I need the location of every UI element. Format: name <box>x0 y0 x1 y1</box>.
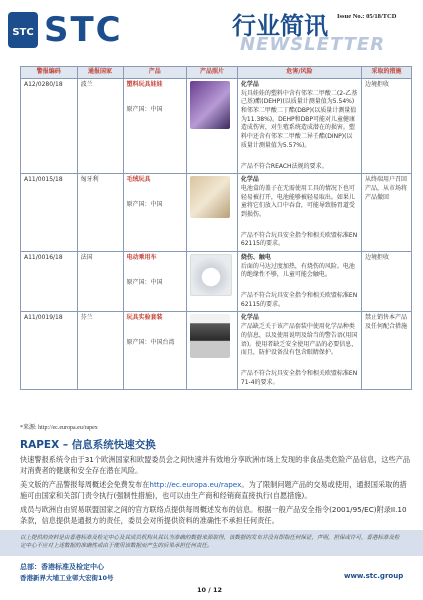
notifying-country: 匈牙利 <box>77 174 123 252</box>
alert-code: A11/0019/18 <box>21 312 78 390</box>
measure-taken: 边境拒收 <box>362 252 412 312</box>
footer-org-name: 总部：香港标准及检定中心 <box>20 563 104 571</box>
notifying-country: 芬兰 <box>77 312 123 390</box>
product-photo-experiment-kit <box>190 314 230 358</box>
footer-address: 香港新界大埔工业邨大宏街10号 <box>20 574 114 582</box>
rapex-p2-text-a: 美文版的产品警报每周概述会免费发布在 <box>20 480 150 489</box>
product-origin: 原产国：中国 <box>126 200 163 208</box>
col-header-product: 产品 <box>123 67 186 79</box>
logo-mark-text: STC <box>12 27 34 38</box>
measure-taken: 边境拒收 <box>362 79 412 174</box>
notifying-country: 法国 <box>77 252 123 312</box>
product-origin: 原产国：中国台湾 <box>126 339 175 347</box>
disclaimer-band: 以上提供的资料是由香港标准及检定中心及其成员机构从其认为准确的数据来源取得，该数据的发布并没有即指任何保证，声明，担保或许可，香港标准及检定中心不应对上述数据的准确性或由于使用该数据而产生的后果承担任何责任。 <box>0 530 423 556</box>
product-name: 玩具实验套装 <box>126 314 163 322</box>
product-photo-ride-on-car <box>190 254 232 296</box>
risk-type: 化学品 <box>240 176 259 184</box>
page-number: 10 / 12 <box>197 586 222 594</box>
product-origin: 原产国：中国 <box>126 278 163 286</box>
rapex-alert-table <box>20 66 412 390</box>
product-cell <box>123 312 186 390</box>
rapex-paragraph-2 <box>20 480 412 502</box>
product-cell <box>123 79 186 174</box>
photo-cell <box>186 79 237 174</box>
risk-description: 玩具娃娃的塑料中含有邻苯二甲酸二(2-乙基己基)酯(DEHP)(以质量计测量值为5.54%)和邻苯二甲酸二丁酯(DBP)(以质量计测量值为11.38%)。DEHP和DBP可能对儿童健康造成伤害，对生殖系统造成潜在的损害。塑料中还含有邻苯二甲酸二异壬酯(DINP)(以质量计测量值为5.57%)。 <box>240 89 358 149</box>
risk-compliance-note: 产品不符合玩具安全指令和相关欧盟标准EN 62115的要求。 <box>240 231 358 248</box>
section-title-rapex: RAPEX – 信息系统快速交换 <box>20 439 156 451</box>
photo-cell <box>186 174 237 252</box>
risk-compliance-note: 产品不符合REACH法规的要求。 <box>240 162 328 170</box>
table-row <box>21 252 412 312</box>
photo-cell <box>186 312 237 390</box>
risk-description: 产品缺乏关于该产品套装中使用化学品种类的信息，以及使用说明及给当的警告语(用国语)。使用者缺乏安全使用产品的必要信息，而且，防护设备没有包含眼睛保护。 <box>240 323 358 357</box>
source-note: *来源: http://ec.europa.eu/rapex <box>20 425 98 431</box>
page-footer <box>0 560 423 600</box>
risk-cell <box>237 252 361 312</box>
photo-cell <box>186 252 237 312</box>
risk-cell <box>237 79 361 174</box>
risk-type: 化学品 <box>240 314 259 322</box>
rapex-paragraph-1: 快速警报系统令由于31个欧洲国家和欧盟委员会之间快速并有效地分享欧洲市场上发现的非食品类危险产品信息，这些产品对消费者的健康和安全存在潜在风险。 <box>20 455 411 475</box>
rapex-paragraph-3: 成员与欧洲自由贸易联盟国家之间的官方联络点提供每周概述发布的信息。根据一般产品安全指令(2001/95/EC)附录II.10条款，信息提供是通报方的责任，委员会对所提供资料的准确性不承担任何责任。 <box>20 505 407 525</box>
newsletter-title-cn: 行业简讯 <box>232 12 328 40</box>
product-name: 毛绒玩具 <box>126 176 151 184</box>
table-row <box>21 174 412 252</box>
page-header <box>0 0 423 62</box>
table-row <box>21 79 412 174</box>
risk-compliance-note: 产品不符合玩具安全指令和相关欧盟标准EN 71-4的要求。 <box>240 369 358 386</box>
product-cell <box>123 252 186 312</box>
risk-cell <box>237 174 361 252</box>
measure-taken: 从终端用户召回产品，从市场将产品撤回 <box>362 174 412 252</box>
risk-cell <box>237 312 361 390</box>
alert-code: A11/0016/18 <box>21 252 78 312</box>
col-header-risk: 危害/风险 <box>237 67 361 79</box>
col-header-measure: 采取的措施 <box>362 67 412 79</box>
table-row <box>21 312 412 390</box>
risk-description: 后面的马达过度加热，有烧伤的风险。电池的绝缘性不够，儿童可能会触电。 <box>240 262 355 279</box>
col-header-code: 警报编码 <box>21 67 78 79</box>
risk-description: 电池盒的盖子在无需使用工具的情况下也可轻易被打开，电池能够被轻易取出。如果儿童将它们放入口中吞食，可能导致肠胃道受到损伤。 <box>240 184 355 218</box>
alert-code: A11/0015/18 <box>21 174 78 252</box>
stc-logo-text: STC <box>44 10 123 50</box>
measure-taken: 禁止销售本产品及任何配合措施 <box>362 312 412 390</box>
footer-website-link[interactable]: www.stc.group <box>344 572 404 580</box>
product-photo-doll <box>190 81 230 129</box>
issue-number: Issue No.: 05/18/TCD <box>337 13 397 20</box>
alert-code: A12/0280/18 <box>21 79 78 174</box>
notifying-country: 波兰 <box>77 79 123 174</box>
product-name: 电动乘用车 <box>126 254 157 261</box>
product-name: 塑料玩具娃娃 <box>126 81 163 88</box>
risk-type: 化学品 <box>240 81 259 88</box>
product-cell <box>123 174 186 252</box>
rapex-link[interactable]: http://ec.europa.eu/rapex <box>149 480 242 489</box>
col-header-photo: 产品照片 <box>186 67 237 79</box>
col-header-country: 通报国家 <box>77 67 123 79</box>
product-origin: 原产国：中国 <box>126 105 163 113</box>
product-photo-plush <box>190 176 230 218</box>
stc-logo-mark <box>8 12 38 48</box>
risk-compliance-note: 产品不符合玩具安全指令和相关欧盟标准EN 62115的要求。 <box>240 292 358 308</box>
table-header-row <box>21 67 412 79</box>
rapex-p2-text-b: 。为了限制问题产品的交易或使用，通报国采取的措施可由国家和关部门责令执行(强制性措施)，也可以由生产商和经销商直接执行(自愿措施)。 <box>20 480 407 500</box>
risk-type: 烧伤、触电 <box>240 254 271 261</box>
newsletter-title-en: NEWSLETTER <box>240 34 386 55</box>
